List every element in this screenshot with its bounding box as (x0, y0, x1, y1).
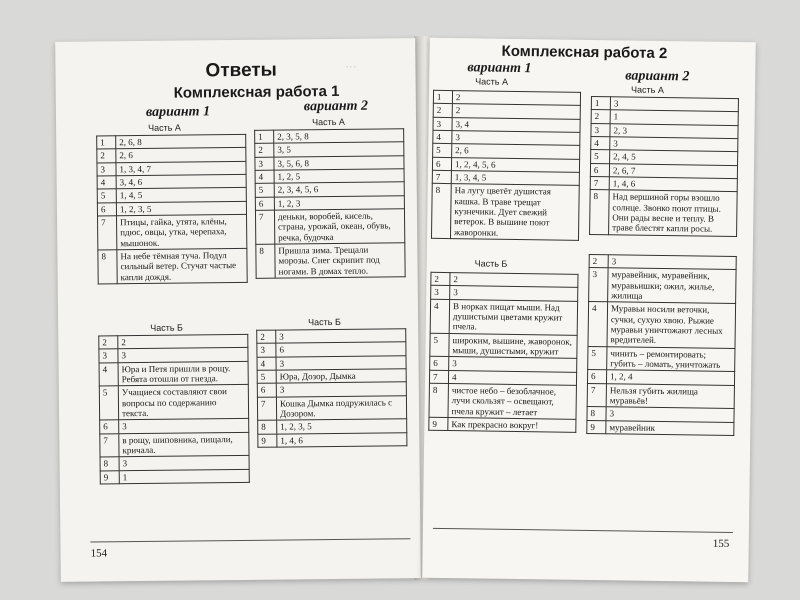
table-row (430, 299, 577, 335)
table-row (430, 333, 577, 359)
answer-cell: 3 (608, 255, 736, 270)
question-number: 4 (430, 299, 449, 333)
table-row (100, 469, 249, 484)
answer-cell: деньки, воробей, кисель, страна, урожай, океан, обувь, речка, будочка (274, 209, 404, 244)
answer-cell: Муравьи носили веточки, сучки, сухую хвою. Рыжие муравьи уничтожают лесных вредителей. (607, 302, 736, 348)
question-number: 5 (433, 144, 452, 158)
table-row (99, 361, 248, 386)
question-number: 4 (588, 302, 608, 347)
answer-cell: чистое небо – безоблачное, лучи скользят – освещают, пчела кружит – летает (448, 384, 576, 420)
answer-cell: 2, 3, 4, 5, 6 (274, 182, 404, 197)
answer-cell: 3 (276, 355, 406, 370)
question-number: 4 (257, 357, 276, 371)
question-number: 6 (257, 383, 276, 397)
question-number: 1 (433, 90, 452, 104)
answer-cell: Нельзя губить жилища муравьёв! (606, 384, 734, 409)
question-number: 8 (100, 457, 119, 471)
question-number: 9 (100, 471, 119, 485)
question-number: 7 (100, 434, 119, 458)
answer-cell: 2 (452, 104, 580, 119)
answer-cell: 3 (118, 348, 248, 363)
variant-2-label: вариант 2 (625, 68, 690, 85)
part-a-label: Часть А (148, 122, 181, 133)
answers-table-v2-part-b (256, 328, 407, 448)
question-number: 2 (431, 272, 450, 286)
answer-cell: 2, 6 (452, 144, 580, 159)
table-row (99, 385, 248, 421)
answer-cell: 1 (119, 469, 249, 484)
answer-cell: 3 (450, 286, 578, 301)
question-number: 2 (257, 330, 276, 344)
table-row (589, 268, 736, 304)
question-number: 7 (429, 370, 448, 384)
question-number: 5 (255, 183, 274, 197)
part-a-label: Часть А (475, 76, 509, 87)
table-row (258, 432, 407, 447)
question-number: 7 (255, 210, 274, 244)
question-number: 3 (257, 343, 276, 357)
answer-cell: 1, 2, 4, 5, 6 (451, 157, 579, 172)
question-number: 8 (429, 383, 448, 417)
question-number: 8 (431, 184, 451, 239)
answer-cell: На небе тёмная туча. Подул сильный ветер. Стучат частые капли дождя. (117, 248, 247, 283)
question-number: 8 (98, 250, 117, 284)
answer-cell: 2, 3, 5, 8 (274, 129, 404, 144)
answers-table-v1-part-b (98, 334, 250, 485)
answer-cell: 3 (452, 131, 580, 146)
question-number: 1 (255, 130, 274, 144)
answer-cell: Учащиеся составляют свои вопросы по содержанию текста. (118, 385, 248, 420)
answer-cell: 3, 4, 6 (116, 174, 246, 189)
question-number: 9 (429, 417, 448, 431)
right-page (422, 38, 756, 582)
question-number: 2 (591, 110, 610, 124)
answer-cell: 2 (452, 91, 580, 106)
answer-cell: 2, 6, 7 (609, 163, 737, 178)
answer-cell: 2, 3 (610, 123, 738, 138)
answer-cell: муравейник, муравейник, муравьишки; ожил, жилье, жилища (608, 268, 736, 304)
question-number: 3 (97, 162, 116, 176)
part-a-label: Часть А (311, 116, 345, 128)
question-number: 6 (432, 157, 451, 171)
variant-1-label: вариант 1 (467, 60, 532, 77)
answer-cell: 2, 6, 8 (116, 134, 246, 149)
answer-cell: 2 (450, 273, 578, 288)
left-page (55, 38, 421, 582)
question-number: 5 (99, 386, 118, 420)
table-row (429, 417, 576, 432)
answer-cell: Юра и Петя пришли в рощу. Ребята отошли от гнезда. (118, 361, 248, 386)
question-number: 6 (590, 163, 609, 177)
question-number: 8 (256, 244, 275, 278)
question-number: 5 (591, 150, 610, 164)
answers-table-v2-part-b (586, 254, 737, 436)
question-number: 7 (590, 177, 609, 191)
answer-cell: 1, 3, 4, 7 (116, 161, 246, 176)
answer-cell: 1, 4, 6 (277, 432, 407, 447)
answers-table-v2-part-a (589, 96, 739, 237)
answer-cell: 1 (610, 110, 738, 125)
question-number: 4 (97, 176, 116, 190)
question-number: 1 (97, 136, 116, 150)
answer-cell: 1, 2, 3, 5 (277, 419, 407, 434)
footer-rule (433, 528, 733, 533)
question-number: 7 (257, 397, 276, 421)
question-number: 2 (433, 104, 452, 118)
answer-cell: В норках пищат мыши. Над душистыми цветами кружит пчела. (449, 299, 577, 335)
table-row (98, 214, 247, 250)
question-number: 2 (255, 143, 274, 157)
question-number: 5 (97, 189, 116, 203)
variant-1-label: вариант 1 (145, 104, 211, 120)
answer-cell: 1, 4, 5 (116, 188, 246, 203)
answer-cell: 3 (610, 137, 738, 152)
part-a-label: Часть А (631, 84, 664, 96)
table-row (429, 383, 576, 419)
question-number: 2 (97, 149, 116, 163)
answer-cell: 1, 2, 5 (274, 169, 404, 184)
answer-cell: 1, 3, 4, 5 (451, 171, 579, 186)
part-b-label: Часть Б (308, 316, 341, 328)
question-number: 4 (433, 130, 452, 144)
answer-cell: в рощу, шиповника, пищали, кричала. (119, 432, 249, 457)
question-number: 6 (100, 420, 119, 434)
footer-rule (90, 538, 410, 542)
table-row (590, 190, 738, 236)
table-row (588, 302, 736, 348)
question-number: 9 (258, 434, 277, 448)
answer-cell: 2 (118, 334, 248, 349)
question-number: 7 (432, 170, 451, 184)
answer-cell: Пришла зима. Трещали морозы. Снег скрипит под ногами. В домах тепло. (275, 243, 405, 278)
table-row (98, 248, 247, 284)
question-number: 3 (431, 286, 450, 300)
answers-table-v1-part-a (431, 90, 581, 241)
answer-cell: 3 (276, 329, 406, 344)
table-row (255, 209, 404, 245)
question-number: 4 (255, 170, 274, 184)
answer-cell: 3 (449, 357, 577, 372)
part-b-label: Часть Б (150, 322, 183, 333)
answer-cell: Над вершиной горы взошло солнце. Звонко поют птицы. Они рады весне и теплу. В траве блестят капли росы. (609, 190, 738, 236)
question-number: 8 (587, 407, 606, 421)
question-number: 8 (590, 190, 610, 235)
answer-cell: 1, 2, 3 (274, 195, 404, 210)
question-number: 3 (255, 157, 274, 171)
answer-cell: 2, 6 (116, 148, 246, 163)
answer-cell: 1, 4, 6 (609, 177, 737, 192)
question-number: 2 (99, 336, 118, 350)
question-number: 6 (587, 370, 606, 384)
section-title: Комплексная работа 1 (173, 82, 340, 102)
question-number: 1 (591, 97, 610, 111)
answer-cell: 3 (119, 419, 249, 434)
bleed-through-text: ··· (345, 60, 357, 73)
question-number: 5 (588, 346, 607, 370)
answer-cell: 3, 5 (274, 142, 404, 157)
answer-cell: На лугу цветёт душистая кашка. В траве трещат кузнечики. Дует свежий ветерок. В вышине поют жаворонки. (450, 184, 579, 241)
question-number: 8 (258, 421, 277, 435)
table-row (431, 184, 579, 241)
answer-cell: Кошка Дымка подружилась с Дозором. (276, 395, 406, 420)
answer-cell: 3 (606, 407, 734, 422)
answer-cell: 3 (610, 97, 738, 112)
answers-table-v1-part-a (96, 134, 248, 285)
question-number: 6 (430, 357, 449, 371)
question-number: 7 (587, 383, 606, 407)
table-row (257, 395, 406, 420)
question-number: 4 (591, 137, 610, 151)
answer-cell: 6 (276, 342, 406, 357)
page-number: 155 (712, 537, 730, 550)
answer-cell: Как прекрасно вокруг! (448, 418, 576, 433)
section-title: Комплексная работа 2 (501, 42, 668, 63)
page-title: Ответы (205, 59, 277, 82)
answer-cell: 1, 2, 3, 5 (116, 201, 246, 216)
question-number: 3 (589, 268, 608, 302)
answer-cell: 1, 2, 4 (606, 370, 734, 385)
table-row (100, 432, 249, 457)
answer-cell: 3 (119, 456, 249, 471)
answer-cell: 2, 4, 5 (610, 150, 738, 165)
table-row (256, 243, 405, 279)
question-number: 6 (255, 197, 274, 211)
part-b-label: Часть Б (474, 258, 508, 269)
answer-cell: чинить – ремонтировать; губить – ломать, уничтожать (607, 347, 735, 372)
answer-cell: широким, вышине, жаворонок, мыши, душистыми, кружит (449, 333, 577, 358)
answer-cell: Юра, Дозор, Дымка (276, 369, 406, 384)
question-number: 5 (257, 370, 276, 384)
question-number: 3 (99, 349, 118, 363)
question-number: 6 (97, 202, 116, 216)
answer-cell: 3, 4 (452, 117, 580, 132)
table-row (587, 383, 734, 409)
answers-table-v1-part-b (428, 272, 578, 434)
table-row (588, 346, 735, 372)
page-number: 154 (90, 547, 108, 560)
answers-table-v2-part-a (254, 128, 406, 279)
table-row (587, 420, 734, 435)
question-number: 4 (99, 362, 118, 386)
question-number: 3 (433, 117, 452, 131)
variant-2-label: вариант 2 (303, 98, 369, 115)
question-number: 9 (587, 420, 606, 434)
question-number: 3 (591, 123, 610, 137)
answer-cell: муравейник (606, 421, 734, 436)
question-number: 7 (98, 216, 117, 250)
answer-cell: 3, 5, 6, 8 (274, 155, 404, 170)
answer-cell: 4 (448, 370, 576, 385)
question-number: 5 (430, 333, 449, 357)
question-number: 2 (589, 254, 608, 268)
answer-cell: 3 (276, 382, 406, 397)
answer-cell: Птицы, гайка, утята, клёны, пдюс, овцы, утка, черепаха, мышонок. (117, 214, 247, 249)
